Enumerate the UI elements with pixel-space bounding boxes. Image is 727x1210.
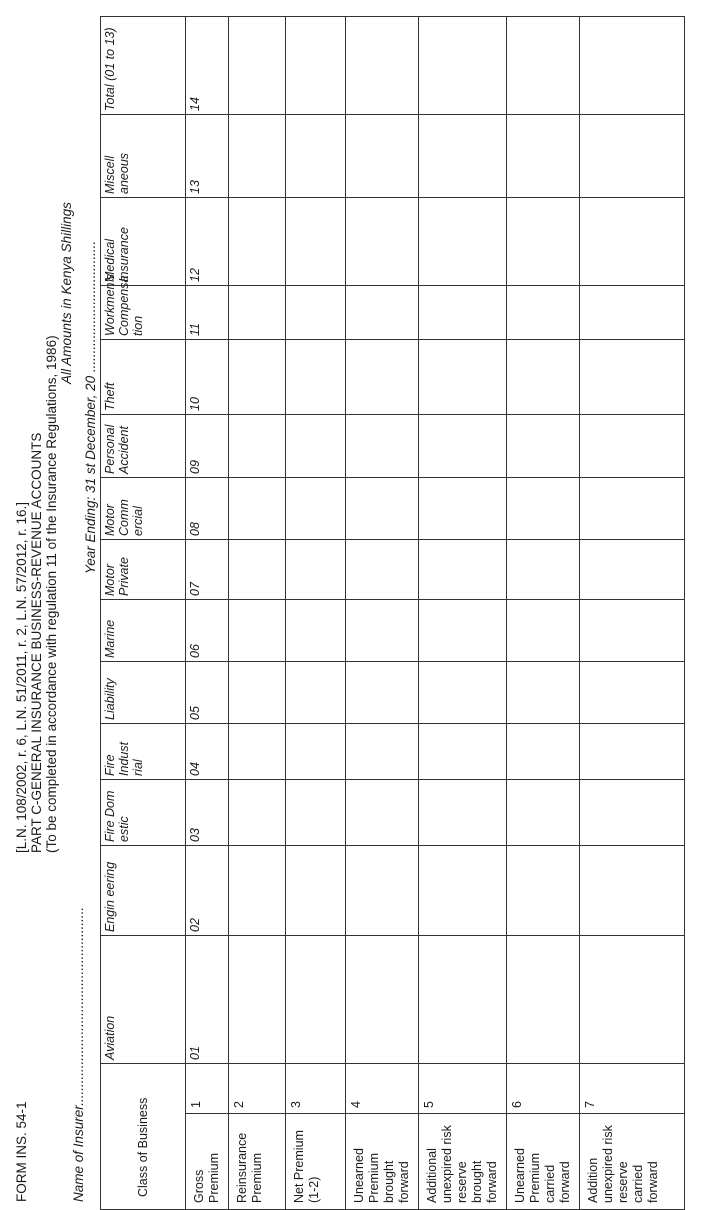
cell[interactable] [580, 114, 685, 197]
cell[interactable] [419, 779, 507, 845]
cell[interactable] [346, 285, 419, 339]
col-number: 06 [186, 599, 229, 661]
cell[interactable] [507, 935, 580, 1063]
cell[interactable] [507, 599, 580, 661]
cell[interactable] [346, 661, 419, 723]
cell[interactable] [229, 339, 286, 414]
row-number: 7 [580, 1063, 685, 1113]
col-header-motor-commercial: Motor Comm ercial [101, 477, 186, 539]
col-header-liability: Liability [101, 661, 186, 723]
cell[interactable] [229, 477, 286, 539]
cell[interactable] [580, 539, 685, 599]
cell[interactable] [580, 845, 685, 935]
row-label-unearned-premium-brought-forward: Unearned Premium brought forward [346, 1114, 419, 1210]
col-number: 02 [186, 845, 229, 935]
cell[interactable] [580, 599, 685, 661]
col-header-personal-accident: Personal Accident [101, 414, 186, 477]
cell[interactable] [346, 935, 419, 1063]
col-header-total: Total (01 to 13) [101, 16, 186, 114]
cell[interactable] [419, 935, 507, 1063]
cell[interactable] [286, 599, 346, 661]
cell[interactable] [286, 845, 346, 935]
row-label-unearned-premium-carried-forward: Unearned Premium carried forward [507, 1114, 580, 1210]
cell[interactable] [507, 16, 580, 114]
row-label-reinsurance-premium: Reinsurance Premium [229, 1114, 286, 1210]
cell[interactable] [507, 661, 580, 723]
cell[interactable] [229, 414, 286, 477]
cell[interactable] [346, 339, 419, 414]
cell[interactable] [507, 414, 580, 477]
class-of-business-header: Class of Business [101, 1063, 186, 1209]
cell[interactable] [419, 285, 507, 339]
cell[interactable] [419, 197, 507, 285]
cell[interactable] [580, 779, 685, 845]
cell[interactable] [229, 779, 286, 845]
legal-reference: [L.N. 108/2002, r. 6, L.N. 51/2011, r. 2, L.N. 57/2012, r. 16.] [14, 502, 29, 853]
col-number: 10 [186, 339, 229, 414]
cell[interactable] [346, 114, 419, 197]
col-header-miscellaneous: Miscell aneous [101, 114, 186, 197]
cell[interactable] [229, 16, 286, 114]
cell[interactable] [229, 539, 286, 599]
col-number: 03 [186, 779, 229, 845]
row-label-addition-unexpired-risk-reserve-carried-forward: Addition unexpired risk reserve carried forward [580, 1114, 685, 1210]
cell[interactable] [286, 114, 346, 197]
row-number: 4 [346, 1063, 419, 1113]
cell[interactable] [507, 285, 580, 339]
cell[interactable] [286, 539, 346, 599]
cell[interactable] [346, 539, 419, 599]
cell[interactable] [346, 845, 419, 935]
cell[interactable] [419, 339, 507, 414]
cell[interactable] [286, 779, 346, 845]
row-label-gross-premium: Gross Premium [186, 1114, 229, 1210]
cell[interactable] [346, 599, 419, 661]
col-header-marine: Marine [101, 599, 186, 661]
col-header-motor-private: Motor Private [101, 539, 186, 599]
cell[interactable] [286, 935, 346, 1063]
cell[interactable] [580, 16, 685, 114]
cell[interactable] [580, 197, 685, 285]
cell[interactable] [507, 197, 580, 285]
instruction-note: (To be completed in accordance with regulation 11 of the Insurance Regulations, 1986) [44, 335, 59, 853]
row-number: 2 [229, 1063, 286, 1113]
cell[interactable] [507, 339, 580, 414]
cell[interactable] [580, 285, 685, 339]
cell[interactable] [229, 723, 286, 779]
cell[interactable] [507, 779, 580, 845]
revenue-accounts-table [100, 0, 685, 1210]
cell[interactable] [286, 339, 346, 414]
cell[interactable] [507, 539, 580, 599]
col-number: 12 [186, 197, 229, 285]
cell[interactable] [229, 935, 286, 1063]
cell[interactable] [286, 197, 346, 285]
col-number: 04 [186, 723, 229, 779]
col-header-medical-insurance: Medical Insurance [101, 197, 186, 285]
row-number: 3 [286, 1063, 346, 1113]
year-ending-field[interactable]: Year Ending: 31 st December, 20 ................................... [83, 240, 98, 574]
col-number: 08 [186, 477, 229, 539]
row-number: 6 [507, 1063, 580, 1113]
row-number: 5 [419, 1063, 507, 1113]
col-header-fire-domestic: Fire Dom estic [101, 779, 186, 845]
col-header-engineering: Engin eering [101, 845, 186, 935]
cell[interactable] [507, 845, 580, 935]
col-number: 13 [186, 114, 229, 197]
cell[interactable] [286, 414, 346, 477]
currency-note: All Amounts in Kenya Shillings [59, 202, 74, 384]
cell[interactable] [580, 339, 685, 414]
cell[interactable] [507, 723, 580, 779]
cell[interactable] [419, 16, 507, 114]
cell[interactable] [286, 477, 346, 539]
part-title: PART C-GENERAL INSURANCE BUSINESS-REVENUE ACCOUNTS [29, 432, 44, 853]
cell[interactable] [346, 779, 419, 845]
cell[interactable] [580, 661, 685, 723]
cell[interactable] [286, 661, 346, 723]
cell[interactable] [419, 414, 507, 477]
cell[interactable] [419, 599, 507, 661]
cell[interactable] [229, 197, 286, 285]
col-number: 07 [186, 539, 229, 599]
cell[interactable] [346, 414, 419, 477]
col-header-aviation: Aviation [101, 935, 186, 1063]
cell[interactable] [286, 285, 346, 339]
insurer-name-field[interactable]: Name of Insurer..................................................... [71, 906, 86, 1202]
cell[interactable] [580, 414, 685, 477]
cell[interactable] [580, 935, 685, 1063]
cell[interactable] [507, 114, 580, 197]
cell[interactable] [346, 197, 419, 285]
cell[interactable] [419, 845, 507, 935]
col-number: 11 [186, 285, 229, 339]
cell[interactable] [229, 845, 286, 935]
cell[interactable] [286, 16, 346, 114]
col-number: 05 [186, 661, 229, 723]
cell[interactable] [507, 477, 580, 539]
cell[interactable] [346, 477, 419, 539]
cell[interactable] [419, 477, 507, 539]
cell[interactable] [580, 477, 685, 539]
cell[interactable] [580, 723, 685, 779]
cell[interactable] [229, 114, 286, 197]
cell[interactable] [419, 114, 507, 197]
cell[interactable] [346, 723, 419, 779]
cell[interactable] [419, 539, 507, 599]
row-label-net-premium: Net Premium (1-2) [286, 1114, 346, 1210]
row-number: 1 [186, 1063, 229, 1113]
col-header-fire-industrial: Fire Indust rial [101, 723, 186, 779]
cell[interactable] [346, 16, 419, 114]
cell[interactable] [229, 285, 286, 339]
cell[interactable] [229, 599, 286, 661]
col-number: 14 [186, 16, 229, 114]
col-number: 01 [186, 935, 229, 1063]
cell[interactable] [419, 723, 507, 779]
cell[interactable] [286, 723, 346, 779]
row-label-additional-unexpired-risk-reserve-brought-forward: Additional unexpired risk reserve brought forward [419, 1114, 507, 1210]
col-header-theft: Theft [101, 339, 186, 414]
cell[interactable] [419, 661, 507, 723]
col-header-workmens-compensation: Workmen's Compensa tion [101, 285, 186, 339]
cell[interactable] [229, 661, 286, 723]
form-number: FORM INS. 54-1 [14, 1101, 29, 1202]
col-number: 09 [186, 414, 229, 477]
